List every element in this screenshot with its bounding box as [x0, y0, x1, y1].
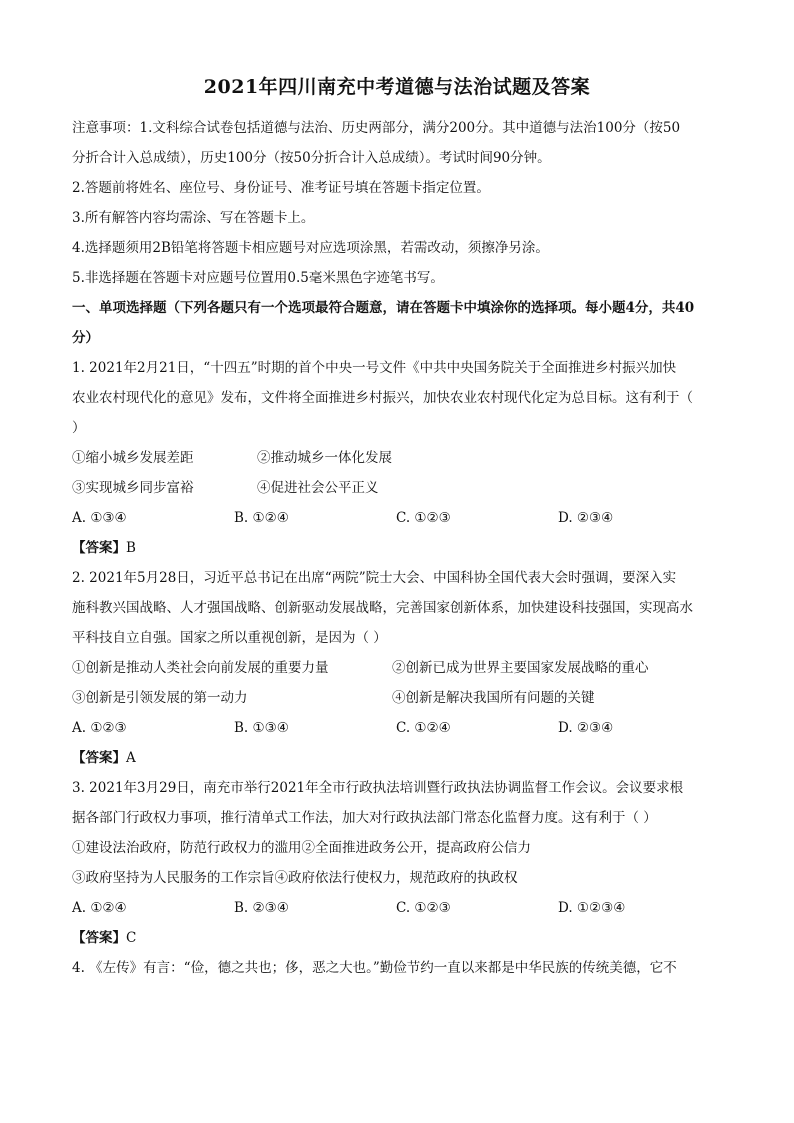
option-c: C. ①②③ [396, 900, 451, 916]
option-row [72, 893, 722, 923]
document-page [72, 60, 722, 983]
question-2 [72, 563, 722, 773]
statement: ③政府坚持为人民服务的工作宗旨④政府依法行使权力，规范政府的执政权 [72, 870, 518, 886]
statement: ③实现城乡同步富裕 [72, 480, 194, 496]
answer-value: A [126, 750, 136, 766]
question-text: 平科技自立自强。国家之所以重视创新，是因为（ ） [72, 630, 387, 646]
section-heading: 分） [72, 330, 99, 346]
notes-item: 2.答题前将姓名、座位号、身份证号、准考证号填在答题卡指定位置。 [72, 180, 490, 196]
notes-item: 5.非选择题在答题卡对应题号位置用0.5毫米黑色字迹笔书写。 [72, 270, 444, 286]
statement: ①创新是推动人类社会向前发展的重要力量 [72, 660, 329, 676]
answer-line [72, 923, 722, 953]
answer-line [72, 533, 722, 563]
option-d: D. ②③④ [558, 720, 614, 736]
option-a: A. ①②③ [72, 720, 127, 736]
statement-row [72, 683, 722, 713]
statement: ④促进社会公平正义 [257, 480, 379, 496]
answer-label: 【答案】 [72, 540, 126, 556]
section-heading: 一、单项选择题（下列各题只有一个选项最符合题意，请在答题卡中填涂你的选择项。每小题4分，共40 [72, 300, 695, 316]
notes-item: 3.所有解答内容均需涂、写在答题卡上。 [72, 210, 315, 226]
statement-row [72, 653, 722, 683]
answer-label: 【答案】 [72, 750, 126, 766]
option-d: D. ①②③④ [558, 900, 626, 916]
option-row [72, 713, 722, 743]
question-text: 3. 2021年3月29日，南充市举行2021年全市行政执法培训暨行政执法协调监督工作会议。会议要求根 [72, 780, 684, 796]
option-b: B. ①②④ [234, 510, 289, 526]
notes-line: 注意事项：1.文科综合试卷包括道德与法治、历史两部分，满分200分。其中道德与法治100分（按50 [72, 120, 681, 136]
question-text: 据各部门行政权力事项，推行清单式工作法，加大对行政执法部门常态化监督力度。这有利于（ ） [72, 810, 657, 826]
question-text: 4. 《左传》有言：“俭，德之共也；侈，恶之大也。”勤俭节约一直以来都是中华民族的传统美德，它不 [72, 960, 677, 976]
question-3 [72, 773, 722, 953]
option-b: B. ②③④ [234, 900, 289, 916]
notes-line: 分折合计入总成绩），历史100分（按50分折合计入总成绩）。考试时间90分钟。 [72, 150, 551, 166]
option-a: A. ①②④ [72, 900, 127, 916]
question-text: 施科教兴国战略、人才强国战略、创新驱动发展战略，完善国家创新体系，加快建设科技强国，实现高水 [72, 600, 693, 616]
statement: ④创新是解决我国所有问题的关键 [392, 690, 595, 706]
answer-value: B [126, 540, 136, 556]
statement-row [72, 443, 722, 473]
option-row [72, 503, 722, 533]
page-title: 2021年四川南充中考道德与法治试题及答案 [203, 76, 591, 98]
option-c: C. ①②④ [396, 720, 451, 736]
answer-line [72, 743, 722, 773]
option-c: C. ①②③ [396, 510, 451, 526]
statement: ②创新已成为世界主要国家发展战略的重心 [392, 660, 649, 676]
statement: ③创新是引领发展的第一动力 [72, 690, 248, 706]
question-text: 1. 2021年2月21日，“十四五”时期的首个中央一号文件《中共中央国务院关于全面推进乡村振兴加快 [72, 360, 677, 376]
answer-label: 【答案】 [72, 930, 126, 946]
statement: ①建设法治政府，防范行政权力的滥用②全面推进政务公开，提高政府公信力 [72, 840, 531, 856]
notes-item: 4.选择题须用2B铅笔将答题卡相应题号对应选项涂黑，若需改动，须擦净另涂。 [72, 240, 549, 256]
option-a: A. ①③④ [72, 510, 127, 526]
question-text: ） [72, 420, 86, 436]
statement: ②推动城乡一体化发展 [257, 450, 392, 466]
option-b: B. ①③④ [234, 720, 289, 736]
question-text: 农业农村现代化的意见》发布，文件将全面推进乡村振兴，加快农业农村现代化定为总目标。这有利于（ [72, 390, 693, 406]
statement-row [72, 473, 722, 503]
question-text: 2. 2021年5月28日，习近平总书记在出席“两院”院士大会、中国科协全国代表大会时强调，要深入实 [72, 570, 677, 586]
statement: ①缩小城乡发展差距 [72, 450, 194, 466]
option-d: D. ②③④ [558, 510, 614, 526]
question-1 [72, 353, 722, 563]
answer-value: C [126, 930, 137, 946]
question-4 [72, 953, 722, 983]
